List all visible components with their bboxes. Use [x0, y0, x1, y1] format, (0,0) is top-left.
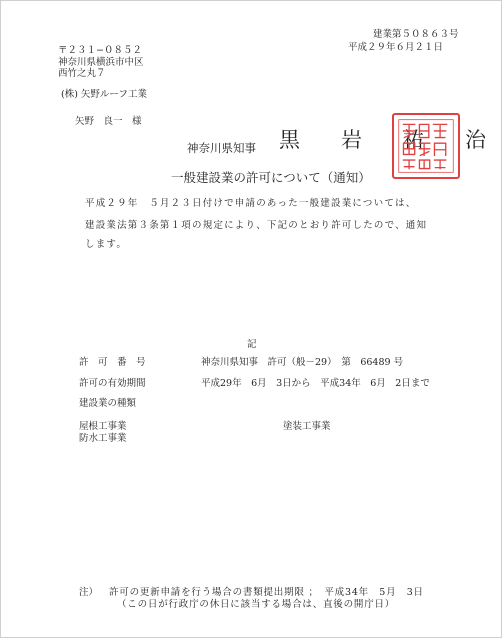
body-line-1: 平成２９年 ５月２３日付けで申請のあった一般建設業については、	[85, 198, 417, 209]
permit-number-label: 許 可 番 号	[79, 357, 146, 368]
validity-value: 平成29年 6月 3日から 平成34年 6月 2日まで	[201, 378, 430, 389]
doc-number: 建業第５０８６３号	[373, 29, 459, 40]
issuer-name: 黒 岩 祐 治	[279, 128, 496, 152]
official-seal-stamp	[392, 113, 460, 179]
address-line-2: 西竹之丸７	[58, 68, 106, 79]
subject-title: 一般建設業の許可について（通知）	[171, 170, 371, 185]
category-waterproofing: 防水工事業	[79, 433, 127, 444]
category-roofing: 屋根工事業	[79, 421, 127, 432]
body-line-2: 建設業法第３条第１項の規定により、下記のとおり許可したので、通知	[85, 220, 428, 231]
postal-code: 〒２３１−０８５２	[58, 45, 142, 56]
seal-graphic	[394, 115, 458, 177]
body-line-3: します。	[85, 239, 128, 250]
company-name: (株) 矢野ルーフ工業	[61, 89, 147, 100]
address-line-1: 神奈川県横浜市中区	[58, 57, 144, 68]
category-painting: 塗装工事業	[283, 421, 331, 432]
category-label: 建設業の種類	[79, 398, 137, 409]
footer-line-1: 許可の更新申請を行う場合の書類提出期限 ； 平成34年 5月 3日	[109, 587, 424, 598]
footer-note-label: 注）	[79, 587, 99, 598]
footer-line-2: （この日が行政庁の休日に該当する場合は、直後の開庁日）	[117, 599, 396, 610]
issuer-title: 神奈川県知事	[187, 141, 256, 155]
doc-date: 平成２９年６月２１日	[348, 42, 444, 53]
permit-number-value: 神奈川県知事 許可（般－29） 第 66489 号	[201, 357, 404, 368]
record-heading: 記	[247, 339, 257, 350]
validity-label: 許可の有効期間	[79, 378, 146, 389]
recipient-name: 矢野 良一 様	[75, 116, 142, 127]
